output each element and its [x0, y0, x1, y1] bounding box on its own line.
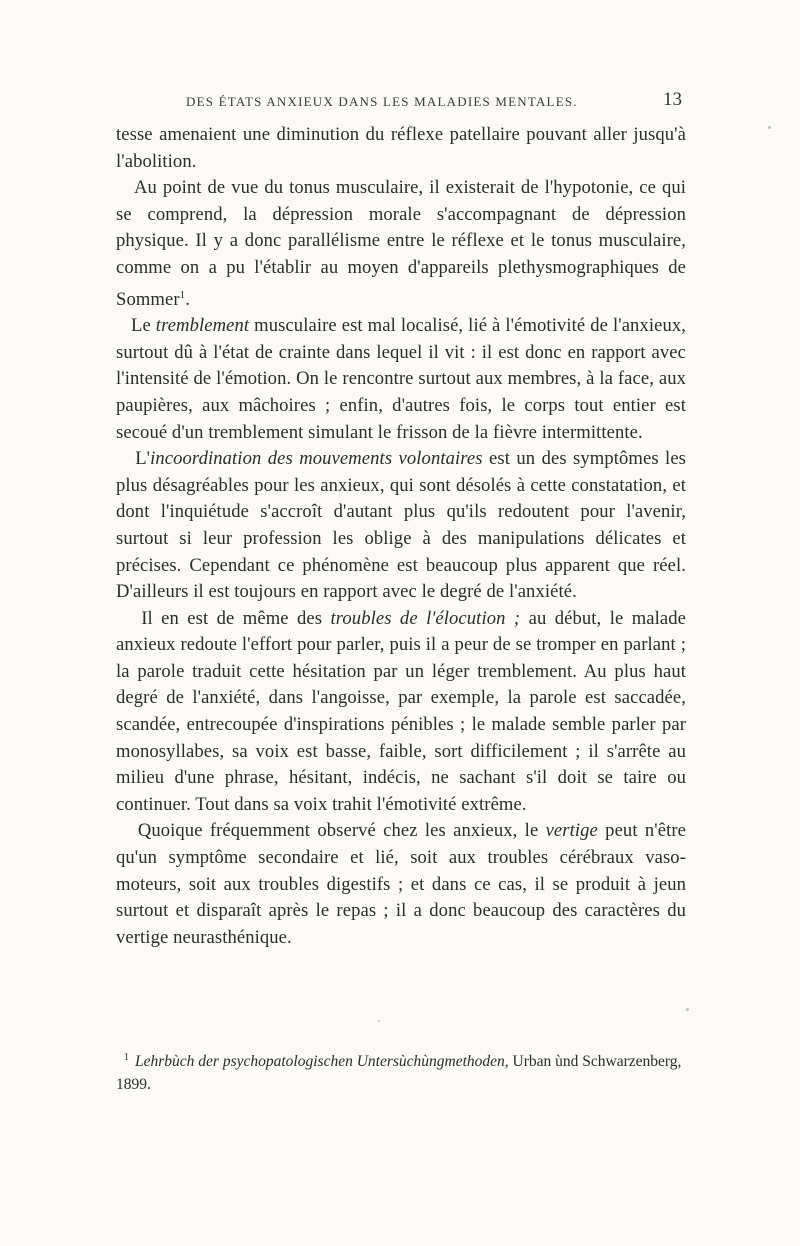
paragraph-3-start: Le — [130, 315, 156, 337]
paragraph-2-text: Au point de vue du tonus musculaire, il existerait de l'hypotonie, ce qui se comprend, la dépression morale s'accompagnant de dépression physique. Il y a donc parallélisme entre le réflexe et le tonus musculaire, comme on a pu l'établir au moyen d'appareils plethysmographiques de Sommer — [116, 177, 687, 310]
paragraph-6 — [116, 818, 686, 951]
paragraph-1 — [116, 122, 686, 175]
page-header — [140, 89, 682, 112]
paragraph-6-emphasis: vertige — [545, 820, 598, 842]
paragraph-6-start: Quoique fréquemment observé chez les anxieux, le — [137, 820, 546, 842]
footnote — [116, 1046, 686, 1096]
paragraph-1-text: tesse amenaient une diminution du réflexe patellaire pouvant aller jusqu'à l'abolition. — [116, 124, 686, 172]
running-head: DES ÉTATS ANXIEUX DANS LES MALADIES MENTALES. — [186, 94, 578, 109]
footnote-mark: 1 — [124, 1052, 129, 1063]
paragraph-5-text: au début, le malade anxieux redoute l'effort pour parler, puis il a peur de se tromper en parlant ; la parole traduit cette hésitation par un léger tremblement. Au plus haut degré de l'anxiété, dans l'angoisse, par exemple, la parole est saccadée, scandée, entrecoupée d'inspirations pénibles ; le malade semble parler par monosyllabes, sa voix est basse, faible, sort difficilement ; il s'arrête au milieu d'une phrase, hésitant, indécis, ne sachant s'il doit se taire ou continuer. Tout dans sa voix trahit l'émotivité extrême. — [116, 607, 686, 815]
paragraph-2-end: . — [185, 288, 190, 310]
paper-speck — [768, 126, 771, 129]
paragraph-2 — [116, 175, 686, 313]
paragraph-4-start: L' — [135, 448, 151, 470]
footnote-reference: 1 — [179, 288, 186, 301]
footnote-title: Lehrbùch der psychopatologischen Untersùchùngmethoden — [135, 1053, 505, 1070]
paragraph-4-text: est un des symptômes les plus désagréables pour les anxieux, qui sont désolés à cette constatation, et dont l'inquiétude s'accroît d'autant plus qu'ils redoutent pour l'avenir, surtout si leur profession les oblige à des manipulations délicates et précises. Cependant ce phénomène est beaucoup plus apparent que réel. D'ailleurs il est toujours en rapport avec le degré de l'anxiété. — [116, 448, 687, 603]
paragraph-4-emphasis: incoordination des mouvements volontaires — [150, 448, 483, 470]
paragraph-4 — [116, 446, 686, 606]
paper-speck — [378, 1020, 380, 1022]
paragraph-6-text: peut n'être qu'un symptôme secondaire et lié, soit aux troubles cérébraux vaso-moteurs, soit aux troubles digestifs ; et dans ce cas, il se produit à jeun surtout et disparaît après le repas ; il a donc beaucoup des caractères du vertige neurasthénique. — [116, 820, 686, 948]
page-number: 13 — [663, 89, 682, 110]
paragraph-3-emphasis: tremblement — [155, 315, 250, 337]
paragraph-3 — [116, 313, 686, 446]
paragraph-3-text: musculaire est mal localisé, lié à l'émotivité de l'anxieux, surtout dû à l'état de crainte dans lequel il vit : il est donc en rapport avec l'intensité de l'émotion. On le rencontre surtout aux membres, à la face, aux paupières, aux mâchoires ; enfin, d'autres fois, le corps tout entier est secoué d'un tremblement simulant le frisson de la fièvre intermittente. — [116, 315, 686, 443]
paragraph-5 — [116, 606, 686, 819]
paragraph-5-start: Il en est de même des — [141, 607, 331, 629]
footnote-text: , Urban ùnd Schwarzenberg, 1899. — [116, 1053, 682, 1093]
body-text — [116, 122, 686, 951]
paragraph-5-emphasis: troubles de l'élocution ; — [330, 607, 521, 629]
paper-speck — [686, 1008, 689, 1011]
